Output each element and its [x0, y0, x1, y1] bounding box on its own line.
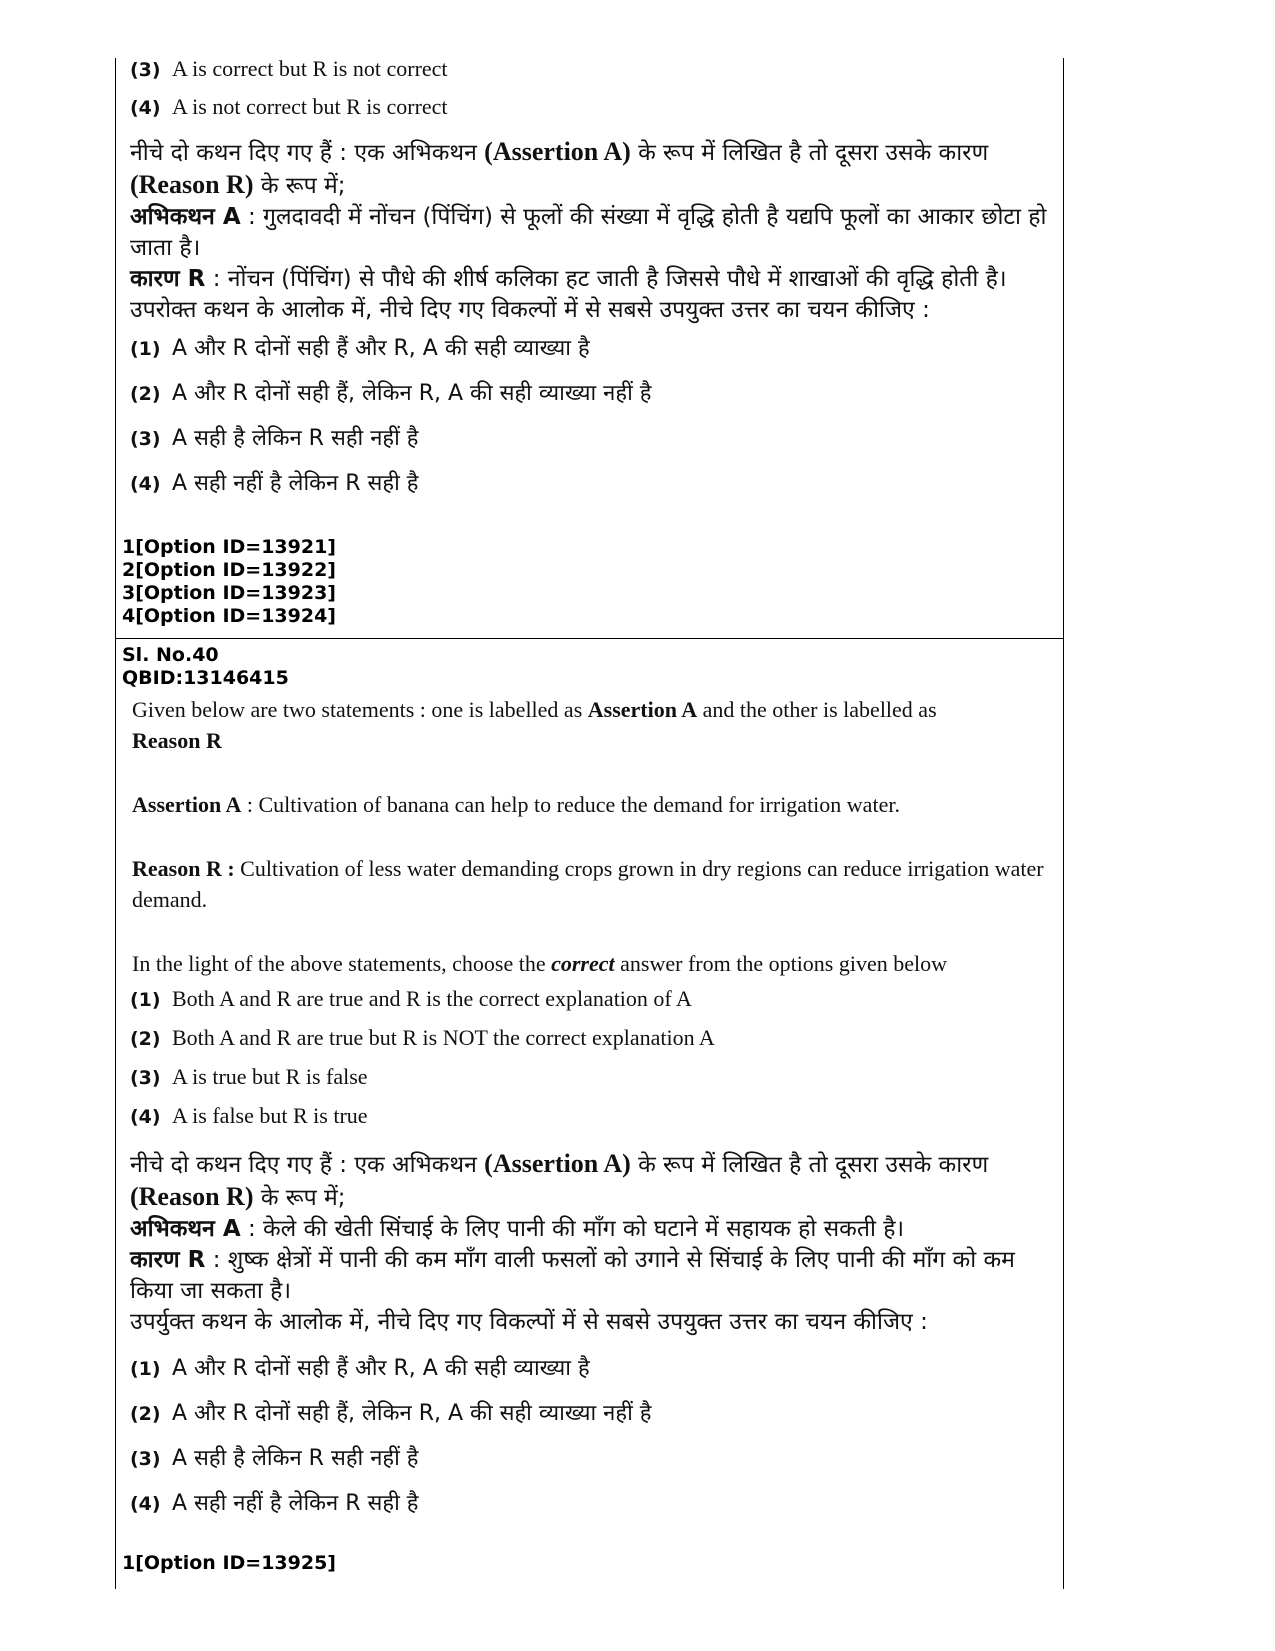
- option-item: (2) A और R दोनों सही हैं, लेकिन R, A की सही व्याख्या नहीं है: [130, 1401, 652, 1426]
- hindi-intro: नीचे दो कथन दिए गए हैं : एक अभिकथन (Assertion A) के रूप में लिखित है तो दूसरा उसके कारण (Reason R) के रूप में;: [130, 1149, 989, 1211]
- option-id: 2[Option ID=13922]: [122, 559, 336, 581]
- q40-hindi-options: [122, 1352, 1057, 1532]
- option-item: (2) Both A and R are true but R is NOT the correct explanation A: [130, 1025, 715, 1050]
- hindi-intro: नीचे दो कथन दिए गए हैं : एक अभिकथन (Assertion A) के रूप में लिखित है तो दूसरा उसके कारण (Reason R) के रूप में;: [130, 137, 989, 199]
- q40-english-options: [122, 986, 1057, 1142]
- option-text: A is correct but R is not correct: [172, 56, 448, 81]
- hindi-reason: कारण R : शुष्क क्षेत्रों में पानी की कम माँग वाली फसलों को उगाने से सिंचाई के लिए पानी की माँग को कम किया जा सकता है।: [130, 1247, 1015, 1304]
- option-item: (4) A सही नहीं है लेकिन R सही है: [130, 1491, 419, 1516]
- q39-option-ids: [122, 536, 1057, 628]
- option-item: (3) A सही है लेकिन R सही नहीं है: [130, 1446, 419, 1471]
- english-reason: Reason R : Cultivation of less water demanding crops grown in dry regions can reduce irrigation water demand.: [132, 856, 1044, 912]
- option-text: A is not correct but R is correct: [172, 94, 448, 119]
- q40-english-statement: [132, 694, 1057, 979]
- option-item: (4) A सही नहीं है लेकिन R सही है: [130, 471, 419, 496]
- hindi-assertion: अभिकथन A : केले की खेती सिंचाई के लिए पानी की माँग को घटाने में सहायक हो सकती है।: [130, 1216, 905, 1242]
- option-number: (3): [130, 59, 161, 81]
- q40-header: [122, 644, 1057, 690]
- option-item: [122, 94, 1057, 132]
- hindi-instruction: उपरोक्त कथन के आलोक में, नीचे दिए गए विकल्पों में से सबसे उपयुक्त उत्तर का चयन कीजिए :: [130, 297, 930, 323]
- q40-option-ids: [122, 1552, 1057, 1575]
- option-item: (2) A और R दोनों सही हैं, लेकिन R, A की सही व्याख्या नहीं है: [130, 381, 652, 406]
- option-item: (4) A is false but R is true: [130, 1103, 368, 1128]
- english-instruction: In the light of the above statements, choose the correct answer from the options given below: [132, 951, 948, 976]
- hindi-instruction: उपर्युक्त कथन के आलोक में, नीचे दिए गए विकल्पों में से सबसे उपयुक्त उत्तर का चयन कीजिए :: [130, 1309, 928, 1335]
- q39-hindi-statement: [130, 136, 1055, 326]
- option-item: [122, 56, 1057, 94]
- right-border: [1063, 58, 1064, 1589]
- q40-hindi-statement: [130, 1148, 1055, 1338]
- english-assertion: Assertion A : Cultivation of banana can help to reduce the demand for irrigation water.: [132, 792, 900, 817]
- option-id: 1[Option ID=13925]: [122, 1552, 336, 1574]
- option-item: (3) A सही है लेकिन R सही नहीं है: [130, 426, 419, 451]
- option-item: (1) A और R दोनों सही हैं और R, A की सही व्याख्या है: [130, 336, 590, 361]
- option-id: 4[Option ID=13924]: [122, 605, 336, 627]
- question-divider: [115, 638, 1064, 639]
- q39-english-options: [122, 56, 1057, 132]
- option-id: 3[Option ID=13923]: [122, 582, 336, 604]
- option-item: (3) A is true but R is false: [130, 1064, 368, 1089]
- serial-number: Sl. No.40: [122, 644, 219, 666]
- english-intro: Given below are two statements : one is labelled as Assertion A and the other is labelled as Reason R: [132, 697, 937, 753]
- option-item: (1) A और R दोनों सही हैं और R, A की सही व्याख्या है: [130, 1356, 590, 1381]
- q39-hindi-options: [122, 332, 1057, 512]
- option-item: (1) Both A and R are true and R is the correct explanation of A: [130, 986, 692, 1011]
- question-bank-id: QBID:13146415: [122, 667, 289, 689]
- hindi-assertion: अभिकथन A : गुलदावदी में नोंचन (पिंचिंग) से फूलों की संख्या में वृद्धि होती है यद्यपि फूलों का आकार छोटा हो जाता है।: [130, 204, 1047, 261]
- option-number: (4): [130, 97, 161, 119]
- option-id: 1[Option ID=13921]: [122, 536, 336, 558]
- left-border: [115, 58, 116, 1589]
- hindi-reason: कारण R : नोंचन (पिंचिंग) से पौधे की शीर्ष कलिका हट जाती है जिससे पौधे में शाखाओं की वृद्धि होती है।: [130, 266, 1007, 292]
